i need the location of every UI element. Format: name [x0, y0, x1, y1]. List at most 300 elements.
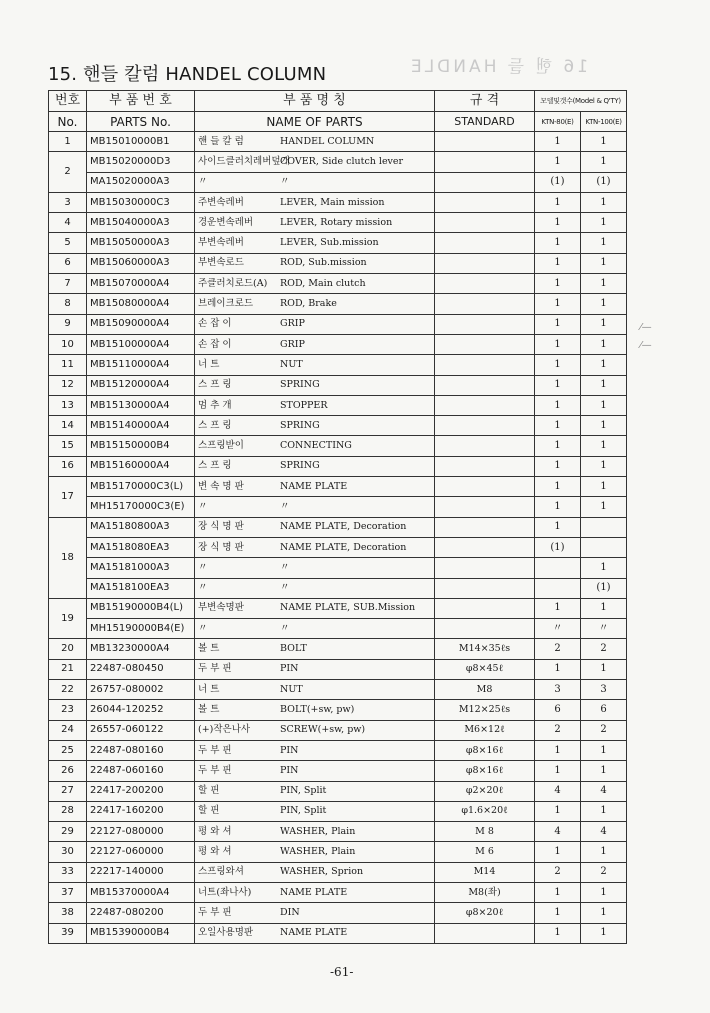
part-name-korean: 스 프 링	[198, 460, 232, 472]
qty-ktn80: 3	[535, 680, 581, 700]
standard-spec: M6×12ℓ	[435, 720, 535, 740]
qty-ktn100: 1	[581, 416, 627, 436]
standard-spec	[435, 517, 535, 537]
standard-spec: φ8×45ℓ	[435, 659, 535, 679]
qty-ktn100: 1	[581, 923, 627, 943]
part-name	[195, 700, 435, 720]
table-row	[49, 862, 627, 882]
qty-ktn80: 1	[535, 395, 581, 415]
qty-ktn80: (1)	[535, 172, 581, 192]
part-name	[195, 172, 435, 192]
part-name-english: NAME PLATE, Decoration	[280, 521, 407, 533]
part-name	[195, 294, 435, 314]
table-row	[49, 842, 627, 862]
header-spec-ko: 규 격	[435, 91, 535, 112]
qty-ktn80: 1	[535, 213, 581, 233]
qty-ktn100: 4	[581, 781, 627, 801]
qty-ktn80: 1	[535, 436, 581, 456]
part-number: MB15170000C3(L)	[87, 477, 195, 497]
qty-ktn100: 1	[581, 903, 627, 923]
bleed-through-title: 16 핸 들 HANDLE	[408, 57, 589, 77]
standard-spec	[435, 395, 535, 415]
part-name-english: 〃	[280, 561, 290, 573]
part-name-korean: 손 잡 이	[198, 318, 232, 330]
qty-ktn80: 1	[535, 598, 581, 618]
part-name-english: 〃	[280, 582, 290, 594]
part-name-english: 〃	[280, 500, 290, 512]
item-number: 26	[49, 761, 87, 781]
part-name-english: PIN	[280, 663, 299, 675]
standard-spec	[435, 213, 535, 233]
standard-spec: φ1.6×20ℓ	[435, 801, 535, 821]
header-no-en: No.	[49, 112, 87, 132]
item-number: 22	[49, 680, 87, 700]
table-row	[49, 355, 627, 375]
part-name-korean: 할 핀	[198, 805, 220, 817]
part-name-english: COVER, Side clutch lever	[280, 155, 404, 167]
qty-ktn80: 1	[535, 517, 581, 537]
part-number: MB13230000A4	[87, 639, 195, 659]
standard-spec: M 8	[435, 822, 535, 842]
part-name-korean: 사이드클러치레버덮개	[198, 155, 290, 167]
item-number: 15	[49, 436, 87, 456]
item-number: 1	[49, 132, 87, 152]
part-number: MB15160000A4	[87, 456, 195, 476]
qty-ktn80: 1	[535, 294, 581, 314]
qty-ktn80: 1	[535, 274, 581, 294]
table-row	[49, 456, 627, 476]
part-name-korean: 두 부 핀	[198, 744, 232, 756]
qty-ktn80: 1	[535, 253, 581, 273]
part-name	[195, 619, 435, 639]
table-row	[49, 395, 627, 415]
part-name	[195, 680, 435, 700]
pencil-mark: ⁄—	[640, 322, 652, 333]
part-name-english: ROD, Brake	[280, 298, 337, 310]
qty-ktn80: 〃	[535, 619, 581, 639]
pencil-mark: ⁄—	[640, 340, 652, 351]
table-row	[49, 132, 627, 152]
qty-ktn100: 1	[581, 882, 627, 902]
item-number: 10	[49, 334, 87, 354]
table-row	[49, 720, 627, 740]
part-number: 22127-080000	[87, 822, 195, 842]
qty-ktn100: 1	[581, 375, 627, 395]
item-number: 4	[49, 213, 87, 233]
part-number: MH15170000C3(E)	[87, 497, 195, 517]
part-name	[195, 882, 435, 902]
item-number: 27	[49, 781, 87, 801]
part-number: MB15140000A4	[87, 416, 195, 436]
qty-ktn100: 1	[581, 436, 627, 456]
part-name-korean: 스프링받이	[198, 440, 244, 452]
standard-spec	[435, 436, 535, 456]
part-number: MB15370000A4	[87, 882, 195, 902]
part-name-english: 〃	[280, 176, 290, 188]
part-name-english: NUT	[280, 358, 303, 370]
part-name-korean: 평 와 셔	[198, 825, 232, 837]
qty-ktn100: 1	[581, 314, 627, 334]
standard-spec	[435, 497, 535, 517]
part-name-korean: 〃	[198, 500, 208, 512]
part-name	[195, 477, 435, 497]
qty-ktn100: 1	[581, 132, 627, 152]
part-name-english: HANDEL COLUMN	[280, 135, 375, 147]
qty-ktn100: 1	[581, 740, 627, 760]
part-name-korean: 핸 들 칼 럼	[198, 135, 244, 147]
part-number: 22127-060000	[87, 842, 195, 862]
part-name	[195, 213, 435, 233]
part-name	[195, 598, 435, 618]
part-name	[195, 355, 435, 375]
standard-spec: M8(좌)	[435, 882, 535, 902]
part-name	[195, 517, 435, 537]
part-name-english: DIN	[280, 906, 300, 918]
header-spec-en: STANDARD	[435, 112, 535, 132]
item-number: 25	[49, 740, 87, 760]
qty-ktn100	[581, 517, 627, 537]
item-number: 33	[49, 862, 87, 882]
qty-ktn80: 1	[535, 882, 581, 902]
item-number: 20	[49, 639, 87, 659]
part-number: MA15020000A3	[87, 172, 195, 192]
table-row	[49, 680, 627, 700]
part-name-english: ROD, Main clutch	[280, 277, 366, 289]
table-row	[49, 801, 627, 821]
part-name	[195, 781, 435, 801]
table-row	[49, 903, 627, 923]
qty-ktn100: 2	[581, 720, 627, 740]
part-name-english: LEVER, Sub.mission	[280, 237, 379, 249]
table-row	[49, 781, 627, 801]
qty-ktn80: 1	[535, 477, 581, 497]
part-name	[195, 456, 435, 476]
qty-ktn80: 1	[535, 923, 581, 943]
part-number: 22487-060160	[87, 761, 195, 781]
table-row	[49, 436, 627, 456]
item-number: 6	[49, 253, 87, 273]
part-name-english: LEVER, Main mission	[280, 196, 385, 208]
standard-spec: φ8×16ℓ	[435, 761, 535, 781]
part-name-english: NAME PLATE	[280, 886, 348, 898]
part-name-english: LEVER, Rotary mission	[280, 216, 393, 228]
qty-ktn100: 1	[581, 456, 627, 476]
table-row	[49, 172, 627, 192]
table-row	[49, 537, 627, 557]
part-name-english: SCREW(+sw, pw)	[280, 724, 366, 736]
qty-ktn80: 1	[535, 842, 581, 862]
part-name-english: PIN	[280, 764, 299, 776]
header-model-qty: 모델및갯수(Model & Q'TY)	[535, 91, 627, 112]
part-name-korean: 평 와 셔	[198, 846, 232, 858]
part-name	[195, 253, 435, 273]
part-number: MB15190000B4(L)	[87, 598, 195, 618]
part-number: MB15070000A4	[87, 274, 195, 294]
table-row	[49, 192, 627, 212]
part-name-korean: 부변속명판	[198, 602, 244, 614]
item-number: 38	[49, 903, 87, 923]
item-number: 28	[49, 801, 87, 821]
part-name-korean: 볼 트	[198, 643, 220, 655]
part-name	[195, 132, 435, 152]
item-number: 14	[49, 416, 87, 436]
qty-ktn100: 1	[581, 152, 627, 172]
part-name-korean: 장 식 명 판	[198, 541, 244, 553]
header-model1: KTN-80(E)	[535, 112, 581, 132]
parts-table	[48, 90, 627, 944]
table-row	[49, 598, 627, 618]
standard-spec	[435, 537, 535, 557]
table-row	[49, 761, 627, 781]
item-number: 30	[49, 842, 87, 862]
qty-ktn100: 1	[581, 274, 627, 294]
part-number: MH15190000B4(E)	[87, 619, 195, 639]
standard-spec: M12×25ℓs	[435, 700, 535, 720]
standard-spec	[435, 578, 535, 598]
item-number: 39	[49, 923, 87, 943]
qty-ktn80: 1	[535, 132, 581, 152]
part-name-korean: 스프링와셔	[198, 866, 244, 878]
table-row	[49, 619, 627, 639]
part-number: MB15080000A4	[87, 294, 195, 314]
item-number: 5	[49, 233, 87, 253]
qty-ktn100: 6	[581, 700, 627, 720]
part-name-korean: 〃	[198, 561, 208, 573]
part-name	[195, 659, 435, 679]
part-name-korean: 주클러치로드(A)	[198, 277, 268, 289]
part-name-english: NAME PLATE	[280, 480, 348, 492]
header-no-ko: 번호	[49, 91, 87, 112]
item-number: 19	[49, 598, 87, 639]
part-number: 22217-140000	[87, 862, 195, 882]
part-name	[195, 558, 435, 578]
qty-ktn100: (1)	[581, 172, 627, 192]
qty-ktn80: 1	[535, 801, 581, 821]
qty-ktn80: 1	[535, 152, 581, 172]
part-name-english: PIN, Split	[280, 785, 327, 797]
qty-ktn100: 1	[581, 233, 627, 253]
standard-spec	[435, 294, 535, 314]
qty-ktn80: 2	[535, 639, 581, 659]
qty-ktn80: 1	[535, 903, 581, 923]
page-title: 15. 핸들 칼럼 HANDEL COLUMN	[48, 64, 327, 85]
item-number: 24	[49, 720, 87, 740]
part-name	[195, 233, 435, 253]
standard-spec: φ8×16ℓ	[435, 740, 535, 760]
qty-ktn80: 4	[535, 781, 581, 801]
part-name-english: NAME PLATE	[280, 927, 348, 939]
part-name	[195, 192, 435, 212]
table-row	[49, 578, 627, 598]
standard-spec: M8	[435, 680, 535, 700]
part-name	[195, 497, 435, 517]
qty-ktn80: 1	[535, 659, 581, 679]
qty-ktn100: 2	[581, 862, 627, 882]
part-number: MB15390000B4	[87, 923, 195, 943]
table-row	[49, 558, 627, 578]
part-number: MA15180800A3	[87, 517, 195, 537]
item-number: 21	[49, 659, 87, 679]
table-row	[49, 822, 627, 842]
qty-ktn80: 1	[535, 416, 581, 436]
part-name-korean: 볼 트	[198, 703, 220, 715]
part-name	[195, 537, 435, 557]
standard-spec	[435, 233, 535, 253]
qty-ktn100: 1	[581, 213, 627, 233]
table-row	[49, 882, 627, 902]
standard-spec	[435, 477, 535, 497]
qty-ktn100: 1	[581, 395, 627, 415]
table-row	[49, 700, 627, 720]
qty-ktn100: 1	[581, 253, 627, 273]
part-name-korean: 멈 추 개	[198, 399, 232, 411]
part-name-english: NAME PLATE, SUB.Mission	[280, 602, 416, 614]
part-number: MA1518100EA3	[87, 578, 195, 598]
qty-ktn80: 1	[535, 334, 581, 354]
part-name-korean: 〃	[198, 176, 208, 188]
part-name	[195, 274, 435, 294]
part-name	[195, 416, 435, 436]
standard-spec: φ8×20ℓ	[435, 903, 535, 923]
standard-spec	[435, 132, 535, 152]
part-name	[195, 314, 435, 334]
qty-ktn80: 1	[535, 375, 581, 395]
part-number: MB15110000A4	[87, 355, 195, 375]
part-name-korean: (+)작은나사	[198, 724, 251, 736]
part-number: MB15150000B4	[87, 436, 195, 456]
qty-ktn80: 1	[535, 456, 581, 476]
table-row	[49, 233, 627, 253]
item-number: 18	[49, 517, 87, 598]
table-row	[49, 659, 627, 679]
table-row	[49, 334, 627, 354]
qty-ktn80: 1	[535, 192, 581, 212]
header-model2: KTN-100(E)	[581, 112, 627, 132]
table-row	[49, 517, 627, 537]
standard-spec	[435, 274, 535, 294]
qty-ktn100: 1	[581, 477, 627, 497]
part-number: MB15030000C3	[87, 192, 195, 212]
standard-spec	[435, 253, 535, 273]
standard-spec	[435, 923, 535, 943]
part-name	[195, 395, 435, 415]
header-name-ko: 부 품 명 칭	[195, 91, 435, 112]
qty-ktn80: 1	[535, 761, 581, 781]
qty-ktn80: 2	[535, 720, 581, 740]
table-row	[49, 253, 627, 273]
item-number: 7	[49, 274, 87, 294]
part-name	[195, 375, 435, 395]
part-name-english: GRIP	[280, 338, 305, 350]
table-row	[49, 639, 627, 659]
qty-ktn100: (1)	[581, 578, 627, 598]
part-name	[195, 740, 435, 760]
qty-ktn100: 1	[581, 355, 627, 375]
standard-spec: φ2×20ℓ	[435, 781, 535, 801]
part-name	[195, 903, 435, 923]
part-name-english: GRIP	[280, 318, 305, 330]
part-number: MB15100000A4	[87, 334, 195, 354]
standard-spec	[435, 334, 535, 354]
part-name-english: ROD, Sub.mission	[280, 257, 367, 269]
part-name-english: SPRING	[280, 460, 320, 472]
table-row	[49, 375, 627, 395]
part-name	[195, 801, 435, 821]
part-name-english: NAME PLATE, Decoration	[280, 541, 407, 553]
item-number: 13	[49, 395, 87, 415]
part-number: 22487-080160	[87, 740, 195, 760]
table-row	[49, 740, 627, 760]
standard-spec	[435, 152, 535, 172]
part-name	[195, 639, 435, 659]
part-name-english: BOLT	[280, 643, 307, 655]
qty-ktn80: 6	[535, 700, 581, 720]
qty-ktn80: 1	[535, 355, 581, 375]
part-name-korean: 〃	[198, 622, 208, 634]
qty-ktn100: 〃	[581, 619, 627, 639]
table-row	[49, 497, 627, 517]
part-name	[195, 923, 435, 943]
qty-ktn100: 1	[581, 334, 627, 354]
part-name-korean: 장 식 명 판	[198, 521, 244, 533]
table-row	[49, 314, 627, 334]
part-name-korean: 두 부 핀	[198, 906, 232, 918]
part-name-korean: 주변속레버	[198, 196, 244, 208]
qty-ktn100: 1	[581, 801, 627, 821]
part-number: MA1518080EA3	[87, 537, 195, 557]
part-number: MB15060000A3	[87, 253, 195, 273]
part-name-english: 〃	[280, 622, 290, 634]
item-number: 8	[49, 294, 87, 314]
item-number: 3	[49, 192, 87, 212]
part-number: MB15010000B1	[87, 132, 195, 152]
qty-ktn80	[535, 558, 581, 578]
part-name-english: CONNECTING	[280, 440, 352, 452]
part-name	[195, 842, 435, 862]
part-name-english: WASHER, Plain	[280, 825, 356, 837]
qty-ktn80: 1	[535, 233, 581, 253]
part-number: MB15050000A3	[87, 233, 195, 253]
part-name-korean: 두 부 핀	[198, 764, 232, 776]
part-name-korean: 스 프 링	[198, 379, 232, 391]
part-name-english: WASHER, Plain	[280, 846, 356, 858]
qty-ktn100: 1	[581, 558, 627, 578]
standard-spec	[435, 598, 535, 618]
part-name	[195, 578, 435, 598]
table-row	[49, 477, 627, 497]
part-name-korean: 너 트	[198, 358, 220, 370]
table-row	[49, 152, 627, 172]
standard-spec	[435, 355, 535, 375]
part-name-english: WASHER, Sprion	[280, 866, 364, 878]
table-row	[49, 416, 627, 436]
qty-ktn100: 1	[581, 497, 627, 517]
qty-ktn80	[535, 578, 581, 598]
page-number: -61-	[330, 965, 354, 979]
part-number: MA15181000A3	[87, 558, 195, 578]
part-name-korean: 부변속레버	[198, 237, 244, 249]
part-name-korean: 손 잡 이	[198, 338, 232, 350]
standard-spec	[435, 558, 535, 578]
part-name-english: SPRING	[280, 419, 320, 431]
qty-ktn100: 1	[581, 842, 627, 862]
part-name-english: STOPPER	[280, 399, 328, 411]
qty-ktn100	[581, 537, 627, 557]
item-number: 2	[49, 152, 87, 193]
part-number: MB15090000A4	[87, 314, 195, 334]
part-name-english: BOLT(+sw, pw)	[280, 703, 355, 715]
qty-ktn80: 2	[535, 862, 581, 882]
